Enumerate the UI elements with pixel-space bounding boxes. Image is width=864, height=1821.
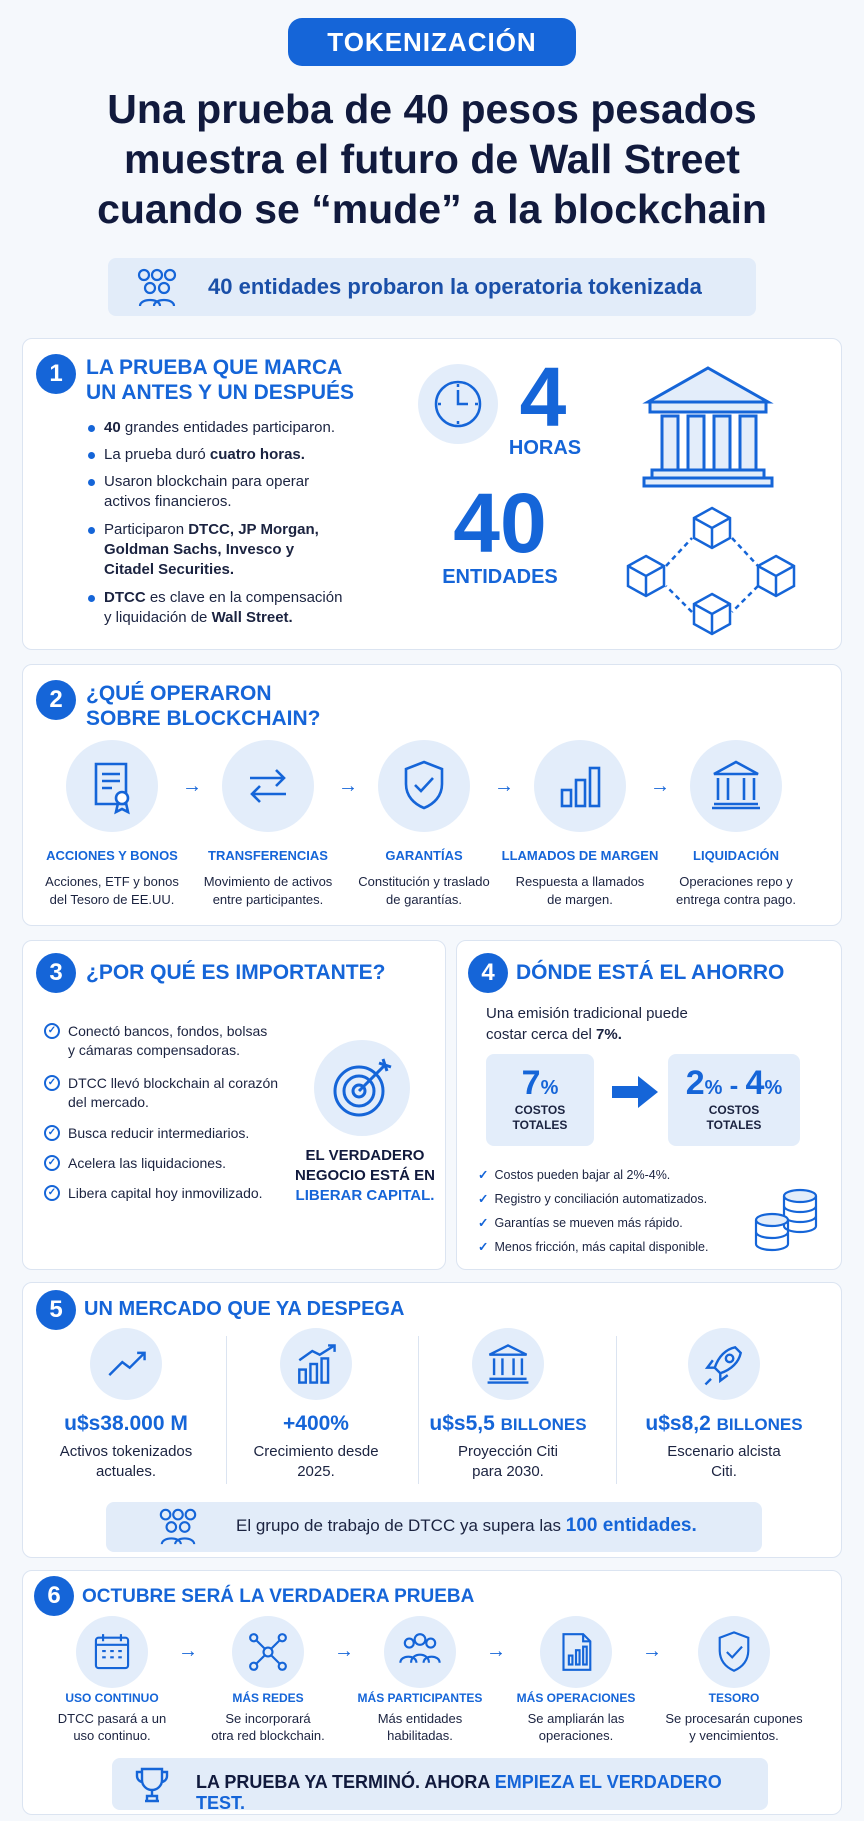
bullet-text: La prueba duró [104, 446, 210, 463]
market-stat-amount: u$s8,2 [645, 1412, 717, 1435]
operation-description-line: entre participantes. [212, 892, 324, 907]
participants-icon [384, 1616, 456, 1688]
market-stat-description-line: Citi. [711, 1463, 737, 1480]
headline [40, 84, 824, 234]
bullet-text: Participaron [104, 521, 189, 538]
next-step-description-line: otra red blockchain. [211, 1728, 325, 1743]
section-3-title: ¿POR QUÉ ES IMPORTANTE? [86, 961, 386, 984]
market-stat-description [624, 1442, 824, 1482]
final-banner-highlight: EMPIEZA EL VERDADERO TEST. [196, 1772, 722, 1813]
clock-icon [418, 364, 498, 444]
section-1-number: 1 [36, 354, 76, 394]
market-stat-value [26, 1412, 226, 1436]
report-chart-icon [540, 1616, 612, 1688]
savings-item-text: Costos pueden bajar al 2%-4%. [494, 1168, 671, 1182]
next-step-description-line: operaciones. [538, 1728, 614, 1743]
bullet-2 [104, 445, 305, 465]
transfer-arrows-icon [222, 740, 314, 832]
people-icon [130, 266, 184, 310]
next-step-description-line: Se ampliarán las [527, 1711, 625, 1726]
section-6-title: OCTUBRE SERÁ LA VERDADERA PRUEBA [82, 1586, 475, 1607]
subtitle-banner [108, 258, 756, 316]
right-arrow-icon: → [182, 775, 202, 797]
savings-item [478, 1163, 708, 1187]
market-stat-description-line: 2025. [297, 1463, 335, 1480]
next-step-label: MÁS OPERACIONES [516, 1691, 636, 1705]
savings-list [478, 1163, 708, 1259]
market-stat-description-line: Activos tokenizados [59, 1443, 193, 1460]
market-stat-value [408, 1412, 608, 1436]
bullet-dot [88, 425, 95, 432]
operation-label: GARANTÍAS [385, 848, 463, 863]
dtcc-group-highlight: 100 entidades. [565, 1515, 697, 1536]
target-icon [314, 1040, 410, 1136]
savings-item [478, 1211, 708, 1235]
tick-icon: ✓ [478, 1192, 489, 1206]
topic-badge: TOKENIZACIÓN [288, 18, 576, 66]
bullet-3 [104, 472, 309, 512]
next-step-label: TESORO [708, 1691, 760, 1705]
operation-label: LLAMADOS DE MARGEN [501, 848, 659, 863]
cost-after-label: COSTOS [708, 1103, 760, 1117]
section-2-number: 2 [36, 680, 76, 720]
savings-intro [486, 1003, 688, 1045]
operation-description [188, 873, 348, 909]
next-step-description [654, 1710, 814, 1744]
market-stat-description-line: Crecimiento desde [253, 1443, 379, 1460]
final-banner-text: LA PRUEBA YA TERMINÓ. AHORA [196, 1772, 495, 1792]
key-message-line: NEGOCIO ESTÁ EN [294, 1167, 436, 1184]
next-step-description [188, 1710, 348, 1744]
next-step-description [496, 1710, 656, 1744]
savings-intro-line: Una emisión tradicional puede [486, 1005, 688, 1022]
document-certificate-icon [66, 740, 158, 832]
section-1-title-line: LA PRUEBA QUE MARCA [86, 356, 343, 379]
key-message-highlight: LIBERAR CAPITAL. [295, 1187, 435, 1204]
shield-check-icon [698, 1616, 770, 1688]
shield-check-icon [378, 740, 470, 832]
operation-description [344, 873, 504, 909]
rocket-icon [688, 1328, 760, 1400]
check-text: Libera capital hoy inmovilizado. [68, 1185, 263, 1201]
check-icon: ✓ [44, 1155, 60, 1171]
check-icon: ✓ [44, 1023, 60, 1039]
section-5-number: 5 [36, 1290, 76, 1330]
trend-up-icon [90, 1328, 162, 1400]
savings-intro-line: costar cerca del [486, 1026, 597, 1043]
market-stat-description-line: actuales. [95, 1463, 157, 1480]
check-text: DTCC llevó blockchain al corazón [68, 1075, 279, 1091]
blockchain-cubes-icon [622, 502, 798, 642]
key-message [290, 1146, 440, 1206]
bullet-bold: Goldman Sachs, Invesco y [104, 541, 295, 558]
section-4-title: DÓNDE ESTÁ EL AHORRO [516, 961, 785, 984]
savings-item [478, 1235, 708, 1259]
check-item [44, 1154, 226, 1173]
cost-before-value: 7 [521, 1064, 541, 1102]
section-2-title-line: ¿QUÉ OPERARON [86, 682, 272, 705]
bullet-bold: Wall Street. [211, 609, 293, 626]
savings-intro-bold: 7%. [596, 1026, 622, 1043]
savings-item-text: Menos fricción, más capital disponible. [494, 1240, 709, 1254]
stat-hours-label: HORAS [508, 437, 582, 459]
tick-icon: ✓ [478, 1216, 489, 1230]
market-stat-description [26, 1442, 226, 1482]
bullet-text: es clave en la compensación [145, 589, 343, 606]
right-arrow-icon [610, 1072, 660, 1112]
next-step-description-line: Más entidades [377, 1711, 463, 1726]
headline-line: Una prueba de 40 pesos pesados [107, 86, 757, 132]
bullet-bold: Citadel Securities. [104, 561, 235, 578]
bullet-dot [88, 527, 95, 534]
bullet-1 [104, 418, 335, 438]
operation-description-line: Operaciones repo y [679, 874, 793, 889]
section-6-number: 6 [34, 1576, 74, 1616]
headline-line: cuando se “mude” a la blockchain [97, 186, 767, 232]
next-step-description-line: habilitadas. [387, 1728, 453, 1743]
check-text: y cámaras compensadoras. [68, 1042, 240, 1058]
market-stat-value [216, 1412, 416, 1436]
right-arrow-icon: → [642, 1640, 662, 1662]
cost-after-label: TOTALES [706, 1118, 762, 1132]
right-arrow-icon: → [334, 1640, 354, 1662]
bullet-text: grandes entidades participaron. [120, 419, 335, 436]
check-icon: ✓ [44, 1185, 60, 1201]
operation-description-line: del Tesoro de EE.UU. [49, 892, 175, 907]
operation-description-line: entrega contra pago. [676, 892, 796, 907]
dtcc-group-banner [106, 1502, 762, 1552]
cost-after-pct: % [704, 1077, 723, 1099]
section-2-title-line: SOBRE BLOCKCHAIN? [86, 707, 321, 730]
bullet-dot [88, 452, 95, 459]
cost-after-box [668, 1054, 800, 1146]
people-icon [152, 1506, 204, 1548]
cost-before-label: TOTALES [512, 1118, 568, 1132]
operation-description [500, 873, 660, 909]
operation-label: TRANSFERENCIAS [208, 848, 328, 863]
section-1-title-line: UN ANTES Y UN DESPUÉS [86, 381, 355, 404]
market-stat-amount: +400% [283, 1412, 349, 1435]
next-step-description-line: Se procesarán cupones [665, 1711, 803, 1726]
bullet-text: activos financieros. [104, 493, 232, 510]
operation-description-line: de margen. [547, 892, 613, 907]
market-stat-unit: BILLONES [500, 1415, 587, 1434]
right-arrow-icon: → [486, 1640, 506, 1662]
market-stat-amount: u$s38.000 M [64, 1412, 188, 1435]
growth-chart-icon [280, 1328, 352, 1400]
final-banner [112, 1758, 768, 1813]
market-stat-unit: BILLONES [716, 1415, 803, 1434]
check-item [44, 1074, 278, 1112]
cost-after-value: 4 [745, 1064, 765, 1102]
operation-label: LIQUIDACIÓN [693, 848, 779, 863]
next-step-description-line: y vencimientos. [689, 1728, 779, 1743]
tick-icon: ✓ [478, 1168, 489, 1182]
bar-chart-icon [534, 740, 626, 832]
stat-entities-label: ENTIDADES [442, 566, 558, 588]
bullet-bold: 40 [104, 419, 121, 436]
check-icon: ✓ [44, 1125, 60, 1141]
section-3-number: 3 [36, 953, 76, 993]
right-arrow-icon: → [178, 1640, 198, 1662]
network-nodes-icon [232, 1616, 304, 1688]
next-step-label: MÁS REDES [232, 1691, 304, 1705]
next-step-description-line: Se incorporará [225, 1711, 311, 1726]
stat-entities-value: 40 [453, 476, 547, 570]
bullet-4 [104, 520, 319, 580]
savings-item [478, 1187, 708, 1211]
cost-before-label: COSTOS [514, 1103, 566, 1117]
market-stat-description [408, 1442, 608, 1482]
subtitle-text: 40 entidades probaron la operatoria tokenizada [208, 274, 702, 299]
section-4-number: 4 [468, 953, 508, 993]
cost-after-pct: % [764, 1077, 783, 1099]
bank-icon [690, 740, 782, 832]
savings-item-text: Registro y conciliación automatizados. [494, 1192, 708, 1206]
next-step-description-line: uso continuo. [73, 1728, 151, 1743]
bullet-5 [104, 588, 342, 628]
cost-after-value: 2 [685, 1064, 705, 1102]
check-text: del mercado. [68, 1094, 149, 1110]
check-icon: ✓ [44, 1075, 60, 1091]
stat-hours-value: 4 [519, 350, 567, 444]
bullet-text: Usaron blockchain para operar [104, 473, 310, 490]
market-stat-value [624, 1412, 824, 1436]
savings-item-text: Garantías se mueven más rápido. [494, 1216, 683, 1230]
cost-after-separator: - [722, 1070, 746, 1100]
right-arrow-icon: → [338, 775, 358, 797]
bullet-bold: DTCC, JP Morgan, [188, 521, 319, 538]
market-stat-description-line: Proyección Citi [457, 1443, 559, 1460]
next-step-description [32, 1710, 192, 1744]
market-stat-amount: u$s5,5 [429, 1412, 501, 1435]
key-message-line: EL VERDADERO [305, 1147, 425, 1164]
headline-line: muestra el futuro de Wall Street [124, 136, 740, 182]
operation-description-line: de garantías. [386, 892, 462, 907]
calendar-icon [76, 1616, 148, 1688]
operation-description [32, 873, 192, 909]
column-divider [616, 1336, 617, 1484]
check-text: Acelera las liquidaciones. [68, 1155, 226, 1171]
operation-label: ACCIONES Y BONOS [46, 848, 178, 863]
trophy-icon [134, 1766, 170, 1804]
tick-icon: ✓ [478, 1240, 489, 1254]
section-2-title [86, 681, 321, 731]
coins-icon [752, 1186, 822, 1252]
cost-before-pct: % [540, 1077, 559, 1099]
bullet-bold: DTCC [104, 589, 146, 606]
bullet-dot [88, 479, 95, 486]
check-text: Busca reducir intermediarios. [68, 1125, 250, 1141]
next-step-label: MÁS PARTICIPANTES [357, 1691, 483, 1705]
right-arrow-icon: → [650, 775, 670, 797]
bullet-text: y liquidación de [104, 609, 212, 626]
market-stat-description-line: para 2030. [472, 1463, 544, 1480]
check-item [44, 1184, 263, 1203]
section-1-title [86, 355, 354, 405]
bank-building-icon [640, 362, 776, 492]
check-text: Conectó bancos, fondos, bolsas [68, 1023, 268, 1039]
market-stat-description [216, 1442, 416, 1482]
right-arrow-icon: → [494, 775, 514, 797]
operation-description-line: Constitución y traslado [358, 874, 490, 889]
operation-description [656, 873, 816, 909]
next-step-label: USO CONTINUO [65, 1691, 159, 1705]
bank-icon [472, 1328, 544, 1400]
next-step-description-line: DTCC pasará a un [57, 1711, 167, 1726]
check-item [44, 1022, 267, 1060]
bullet-dot [88, 595, 95, 602]
section-5-title: UN MERCADO QUE YA DESPEGA [84, 1298, 405, 1320]
cost-before-box [486, 1054, 594, 1146]
market-stat-description-line: Escenario alcista [667, 1443, 781, 1460]
check-item [44, 1124, 249, 1143]
bullet-bold: cuatro horas. [209, 446, 305, 463]
dtcc-group-text: El grupo de trabajo de DTCC ya supera las [236, 1516, 566, 1535]
operation-description-line: Movimiento de activos [203, 874, 333, 889]
next-step-description [340, 1710, 500, 1744]
operation-description-line: Respuesta a llamados [515, 874, 645, 889]
operation-description-line: Acciones, ETF y bonos [45, 874, 179, 889]
